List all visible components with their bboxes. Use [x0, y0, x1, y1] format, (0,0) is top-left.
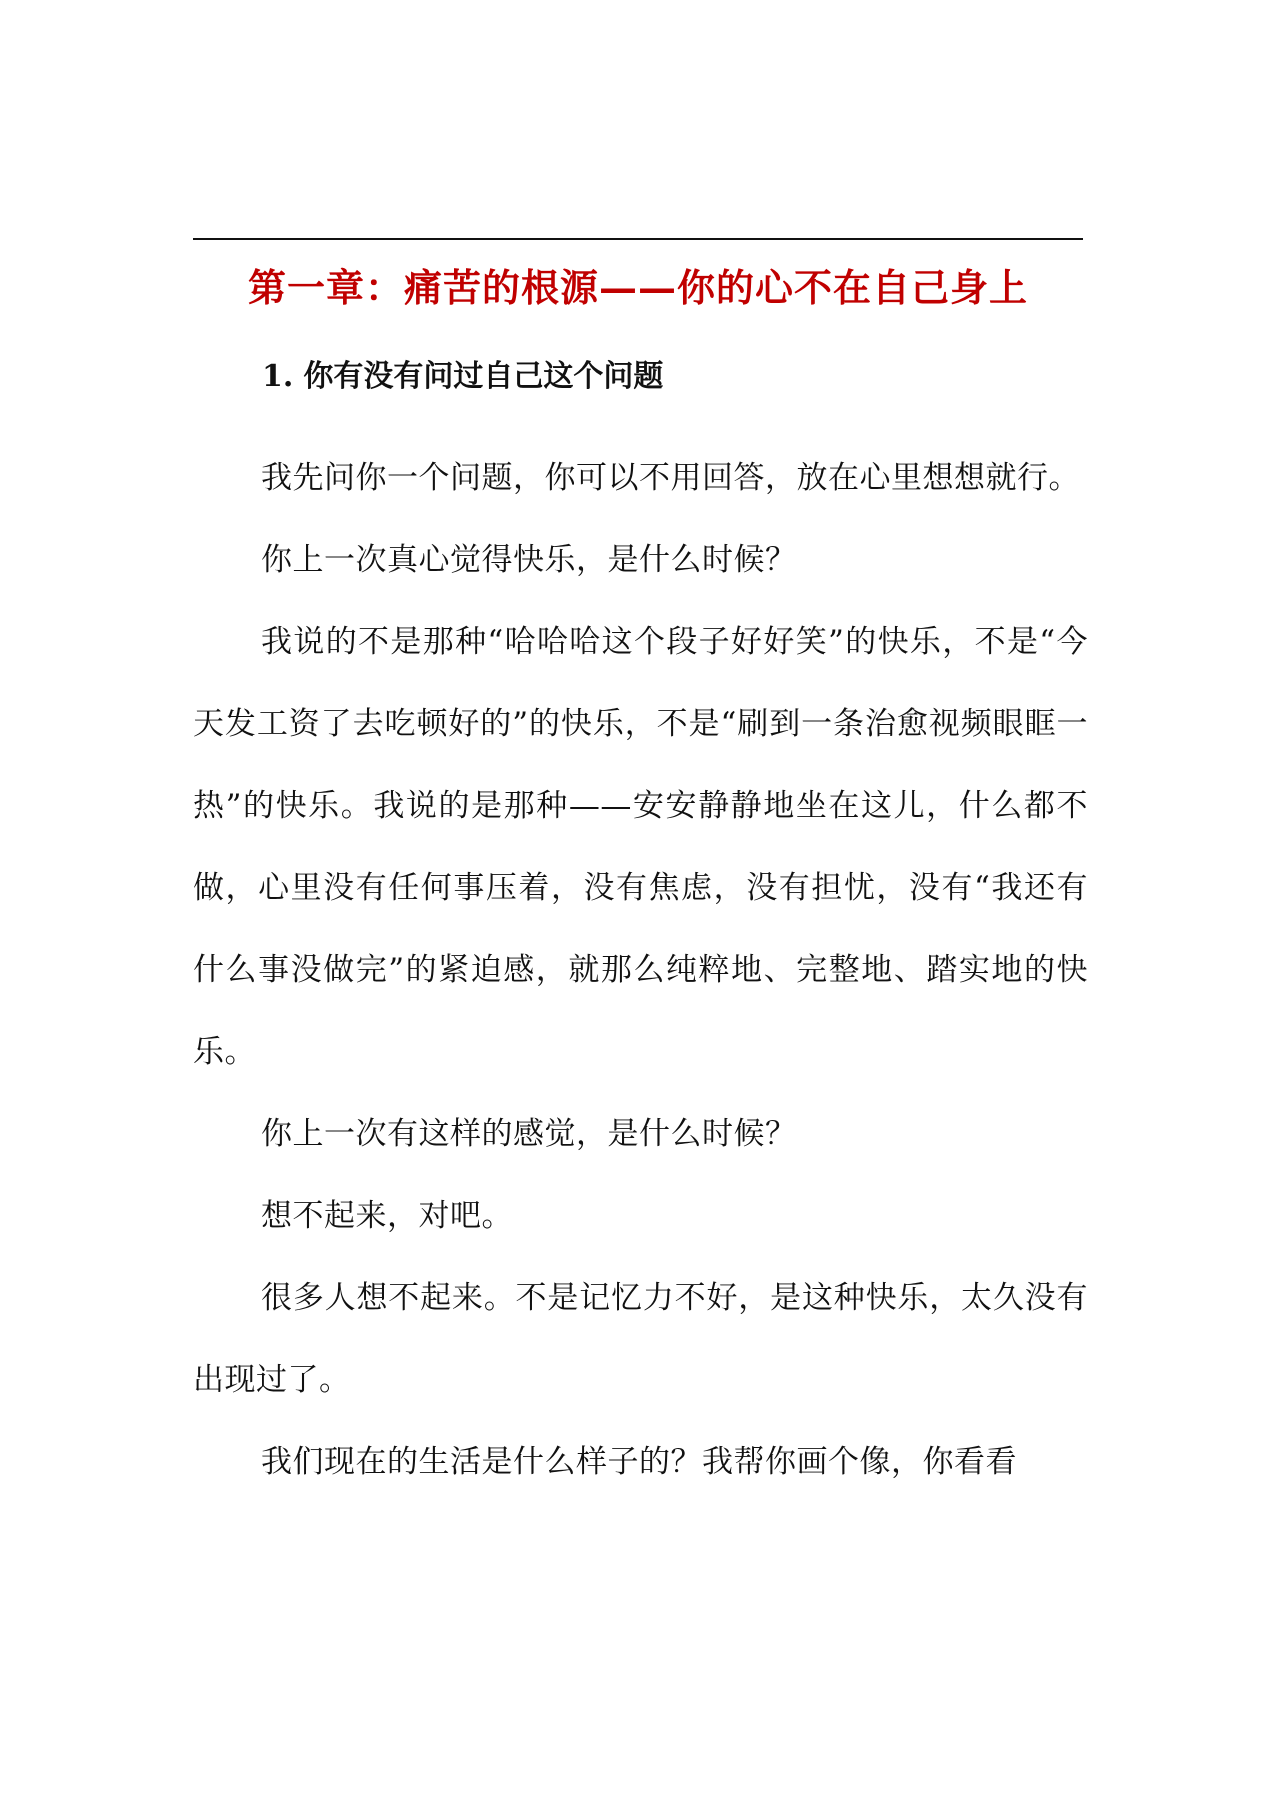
section-title: 你有没有问过自己这个问题: [303, 359, 664, 394]
paragraph: 我说的不是那种“哈哈哈这个段子好好笑”的快乐，不是“今天发工资了去吃顿好的”的快乐，不是“刷到一条治愈视频眼眶一热”的快乐。我说的是那种——安安静静地坐在这儿，什么都不做，心里没有任何事压着，没有焦虑，没有担忧，没有“我还有什么事没做完”的紧迫感，就那么纯粹地、完整地、踏实地的快乐。: [193, 624, 1088, 1070]
body-text: [193, 437, 1088, 1503]
paragraph: 你上一次真心觉得快乐，是什么时候？: [261, 542, 797, 578]
paragraph: 想不起来，对吧。: [261, 1198, 513, 1234]
paragraph: 我们现在的生活是什么样子的？我帮你画个像，你看看: [261, 1444, 1017, 1480]
chapter-title: 第一章：痛苦的根源——你的心不在自己身上: [247, 265, 1028, 310]
paragraph: 我先问你一个问题，你可以不用回答，放在心里想想就行。: [261, 460, 1080, 496]
paragraph: 很多人想不起来。不是记忆力不好，是这种快乐，太久没有出现过了。: [193, 1280, 1088, 1398]
paragraph: 你上一次有这样的感觉，是什么时候？: [261, 1116, 797, 1152]
section-number: 1.: [262, 359, 294, 394]
header-rule: [193, 238, 1083, 240]
section-heading: [262, 352, 663, 402]
